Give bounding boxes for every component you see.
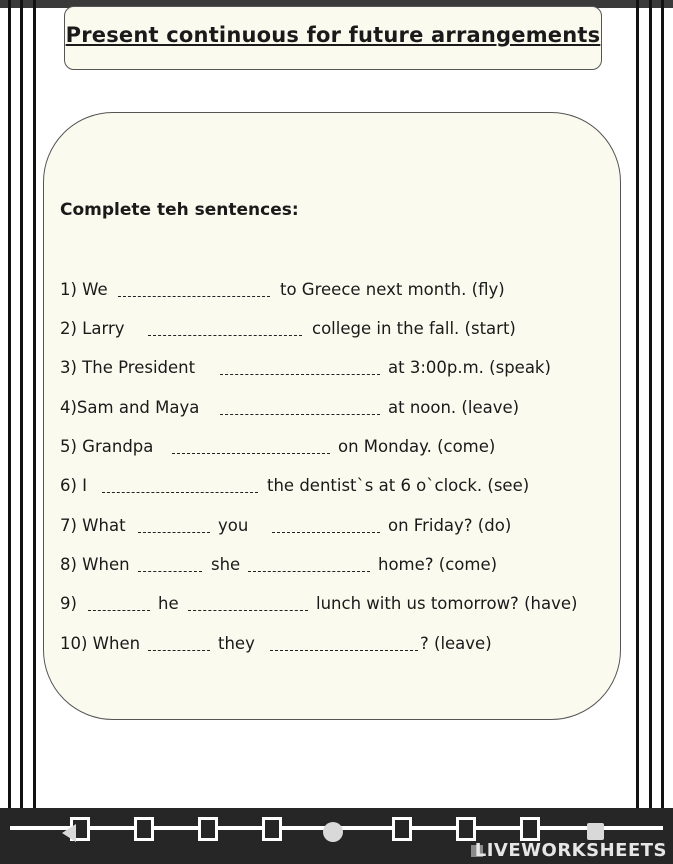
answer-blank[interactable] [188, 610, 308, 611]
sentence-text: they [218, 634, 255, 653]
answer-blank[interactable] [102, 492, 258, 493]
worksheet-title: Present continuous for future arrangements [65, 23, 601, 47]
sentence-text: to Greece next month. (fly) [280, 280, 505, 299]
sentence-text: 8) When [60, 555, 130, 574]
answer-blank[interactable] [88, 610, 150, 611]
frame-line [636, 0, 639, 808]
title-box [64, 6, 602, 70]
sentence-text: at noon. (leave) [388, 398, 520, 417]
frame-line [649, 0, 652, 820]
frame-square [392, 817, 412, 841]
frame-line [33, 0, 36, 808]
sentence-text: at 3:00p.m. (speak) [388, 358, 551, 377]
frame-square [520, 817, 540, 841]
answer-blank[interactable] [220, 374, 380, 375]
sentence-text: on Friday? (do) [388, 516, 512, 535]
answer-blank[interactable] [148, 650, 210, 651]
sentence-text: on Monday. (come) [338, 437, 496, 456]
sentence-text: 10) When [60, 634, 141, 653]
sentence-text: 9) [60, 594, 77, 613]
sentence-text: you [218, 516, 249, 535]
answer-blank[interactable] [138, 571, 202, 572]
frame-line [661, 0, 664, 830]
answer-blank[interactable] [118, 296, 270, 297]
sentence-text: he [158, 594, 179, 613]
answer-blank[interactable] [272, 532, 380, 533]
sentence-text: 7) What [60, 516, 126, 535]
back-icon[interactable] [62, 824, 76, 842]
sentence-text: lunch with us tomorrow? (have) [316, 594, 578, 613]
sentence-text: 4)Sam and Maya [60, 398, 200, 417]
sentence-text: home? (come) [378, 555, 498, 574]
sentence-text: she [211, 555, 241, 574]
frame-square [198, 817, 218, 841]
answer-blank[interactable] [220, 414, 380, 415]
answer-blank[interactable] [270, 650, 418, 651]
sentence-text: 5) Grandpa [60, 437, 154, 456]
sentence-text: 6) I [60, 476, 88, 495]
answer-blank[interactable] [148, 335, 302, 336]
sentence-text: the dentist`s at 6 o`clock. (see) [267, 476, 530, 495]
sentence-text: ? (leave) [420, 634, 492, 653]
sentence-text: 2) Larry [60, 319, 125, 338]
frame-square [456, 817, 476, 841]
instruction-text: Complete teh sentences: [60, 200, 299, 220]
answer-blank[interactable] [172, 453, 330, 454]
home-icon[interactable] [323, 822, 343, 842]
frame-line [20, 0, 23, 820]
sentence-text: college in the fall. (start) [312, 319, 516, 338]
frame-line [8, 0, 11, 830]
answer-blank[interactable] [248, 571, 370, 572]
sentence-text: 3) The President [60, 358, 196, 377]
frame-square [262, 817, 282, 841]
sentence-text: 1) We [60, 280, 108, 299]
recent-apps-icon[interactable] [587, 823, 604, 840]
answer-blank[interactable] [138, 532, 210, 533]
watermark: LIVEWORKSHEETS [474, 840, 667, 861]
frame-square [134, 817, 154, 841]
